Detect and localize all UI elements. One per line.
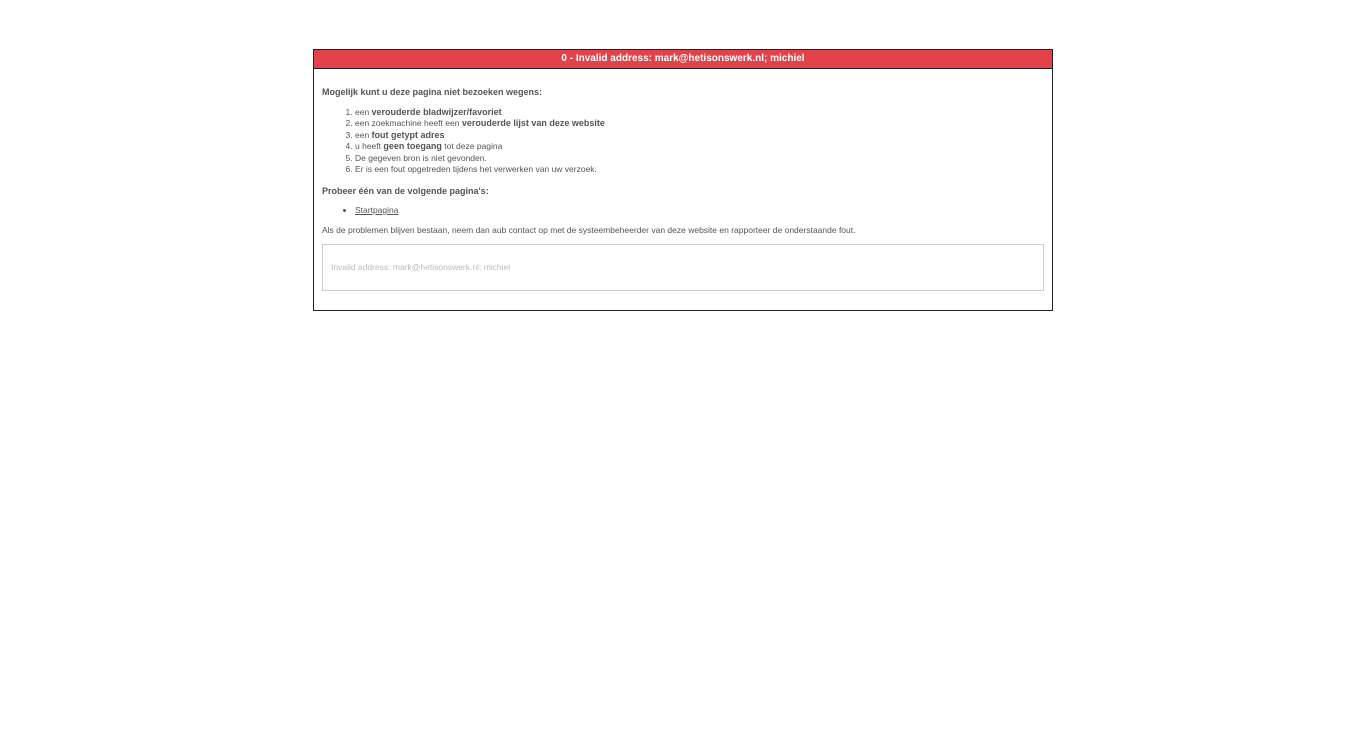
reason-item: 5. De gegeven bron is niet gevonden.: [355, 153, 1044, 165]
suggestions-list: [322, 205, 1044, 217]
reasons-list: [322, 107, 1044, 176]
error-detail-box: Invalid address: mark@hetisonswerk.nl; michiel: [322, 244, 1044, 291]
list-item: [355, 205, 1044, 217]
reasons-heading: Mogelijk kunt u deze pagina niet bezoeken wegens:: [322, 87, 543, 97]
reason-item: 4. u heeft geen toegang tot deze pagina: [355, 141, 1044, 153]
reason-item: 6. Er is een fout opgetreden tijdens het verwerken van uw verzoek.: [355, 164, 1044, 176]
reason-item: 1. een verouderde bladwijzer/favoriet: [355, 107, 1044, 119]
suggestions-heading: Probeer één van de volgende pagina's:: [322, 185, 489, 196]
reason-item: 2. een zoekmachine heeft een verouderde lijst van deze website: [355, 118, 1044, 130]
error-body: [314, 69, 1052, 236]
homepage-link[interactable]: Startpagina: [355, 205, 399, 215]
error-panel: [313, 49, 1053, 311]
contact-text: Als de problemen blijven bestaan, neem dan aub contact op met de systeembeheerder van deze website en rapporteer de onderstaande fout.: [322, 224, 856, 235]
error-title: 0 - Invalid address: mark@hetisonswerk.nl; michiel: [314, 50, 1052, 69]
reason-item: 3. een fout getypt adres: [355, 130, 1044, 142]
